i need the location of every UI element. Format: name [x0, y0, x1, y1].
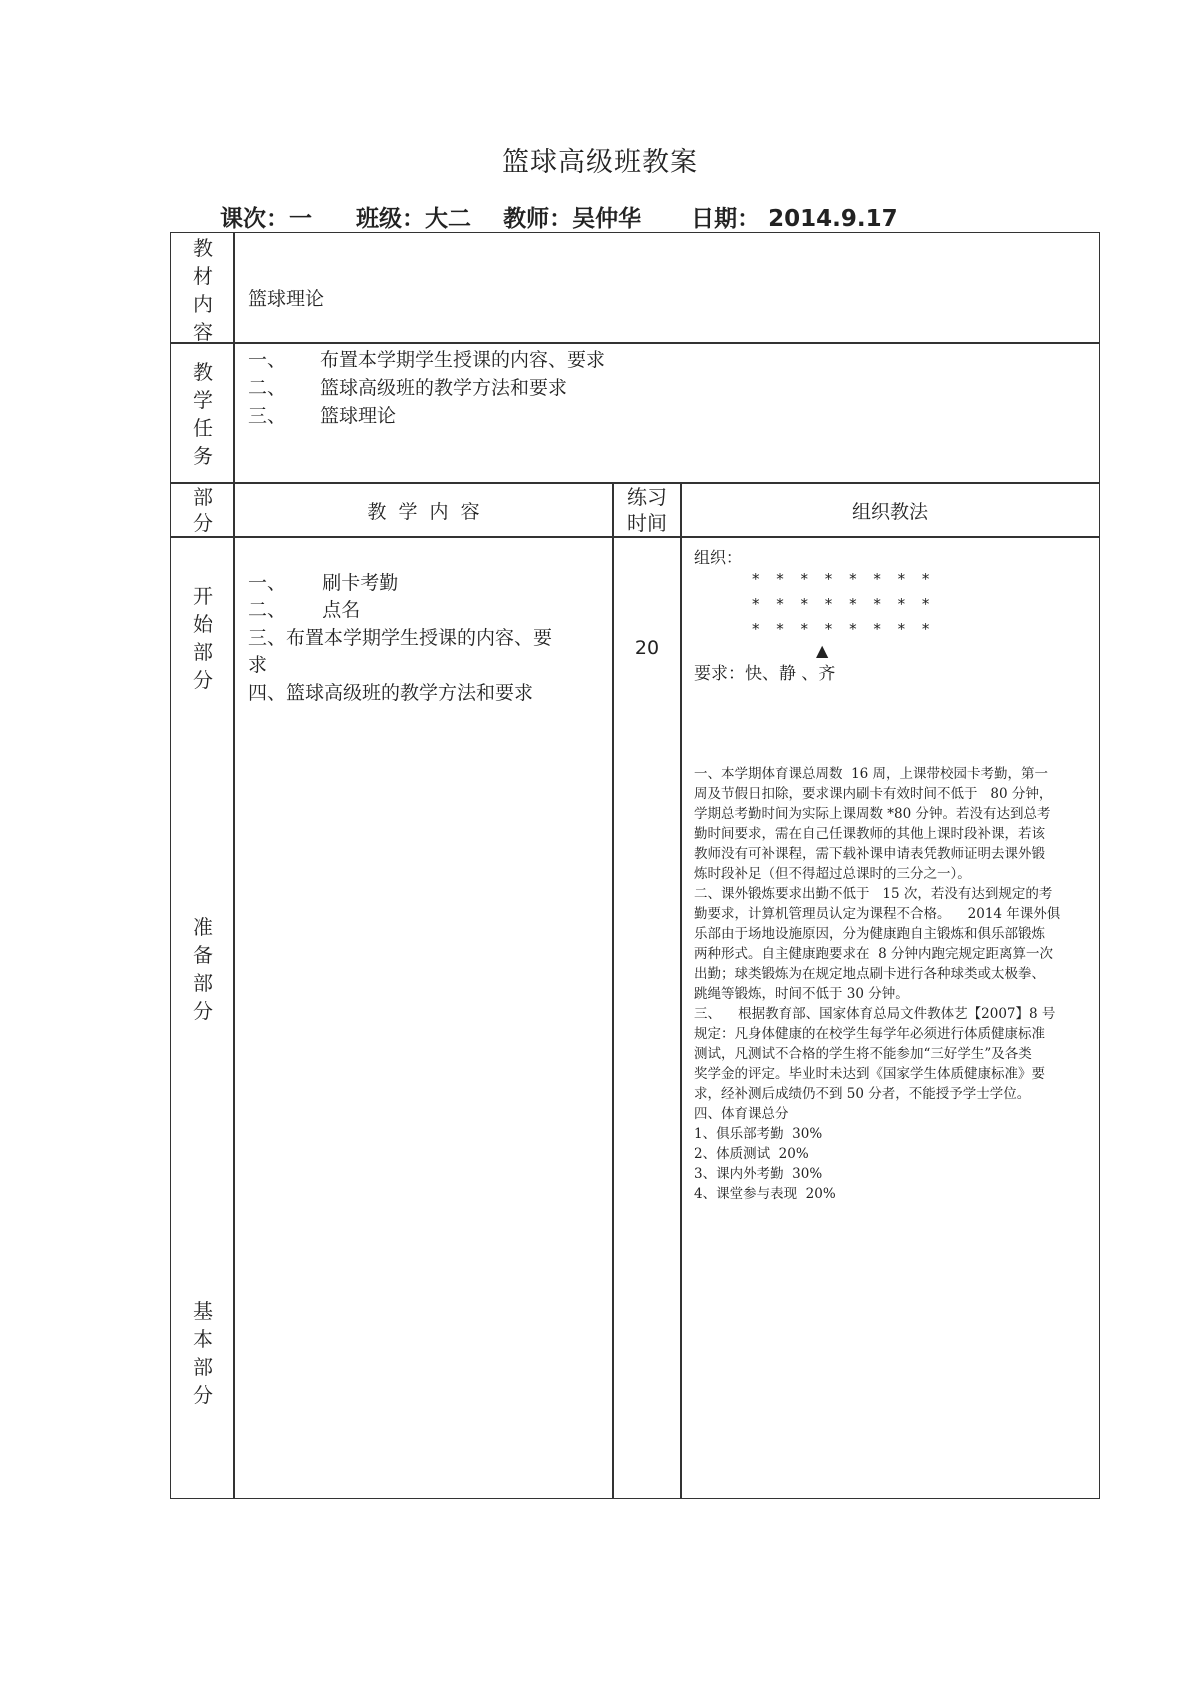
- rules-line: 两种形式。自主健康跑要求在 8 分钟内跑完规定距离算一次: [694, 946, 1053, 962]
- material-label: 教 材 内 容: [193, 236, 213, 344]
- material-content-cell: [233, 232, 1100, 344]
- task-label: 教 学 任 务: [193, 360, 213, 468]
- header-content: 教 学 内 容: [367, 501, 480, 523]
- section-start-label: 开 始 部 分: [193, 584, 213, 692]
- list-item: 布置本学期学生授课的内容、要求: [320, 349, 606, 371]
- rules-line: 测试，凡测试不合格的学生将不能参加“三好学生”及各类: [694, 1046, 1032, 1062]
- body-time-cell: [612, 536, 682, 1499]
- list-item: 三、布置本学期学生授课的内容、要: [248, 627, 553, 649]
- teacher-name: 教师：吴仲华: [503, 206, 642, 232]
- material-content: 篮球理论: [248, 288, 325, 310]
- rules-line: 跳绳等锻炼，时间不低于 30 分钟。: [694, 986, 909, 1002]
- formation-row: * * * * * * * *: [752, 570, 936, 588]
- rules-line: 周及节假日扣除，要求课内刷卡有效时间不低于 80 分钟，: [694, 786, 1053, 802]
- rules-line: 3、课内外考勤 30%: [694, 1166, 823, 1182]
- rules-line: 4、课堂参与表现 20%: [694, 1186, 836, 1202]
- rules-line: 教师没有可补课程，需下载补课申请表凭教师证明去课外锻: [694, 846, 1045, 862]
- rules-line: 三、 根据教育部、国家体育总局文件教体艺【2007】8 号: [694, 1006, 1056, 1022]
- list-item: 三、: [248, 405, 287, 427]
- rules-line: 规定：凡身体健康的在校学生每学年必须进行体质健康标准: [694, 1026, 1045, 1042]
- practice-time-value: 20: [634, 637, 660, 659]
- rules-line: 出勤；球类锻炼为在规定地点刷卡进行各种球类或太极拳、: [694, 966, 1045, 982]
- rules-line: 勤时间要求，需在自己任课教师的其他上课时段补课，若该: [694, 826, 1045, 842]
- page-title: 篮球高级班教案: [502, 147, 698, 178]
- rules-line: 炼时段补足（但不得超过总课时的三分之一）。: [694, 866, 971, 882]
- lesson-date: 日期： 2014.9.17: [691, 206, 898, 232]
- rules-line: 奖学金的评定。毕业时未达到《国家学生体质健康标准》要: [694, 1066, 1045, 1082]
- list-item: 篮球理论: [320, 405, 397, 427]
- rules-line: 求，经补测后成绩仍不到 50 分者，不能授予学士学位。: [694, 1086, 1031, 1102]
- lesson-number: 课次：一: [220, 206, 312, 232]
- list-item: 四、篮球高级班的教学方法和要求: [248, 682, 534, 704]
- list-item: 二、: [248, 377, 287, 399]
- rules-line: 乐部由于场地设施原因，分为健康跑自主锻炼和俱乐部锻炼: [694, 926, 1045, 942]
- header-part: 部 分: [193, 485, 213, 535]
- header-time: 练习 时间: [627, 485, 667, 535]
- class-name: 班级：大二: [356, 206, 472, 232]
- formation-row: * * * * * * * *: [752, 620, 936, 638]
- header-method: 组织教法: [851, 501, 928, 523]
- rules-line: 勤要求，计算机管理员认定为课程不合格。 2014 年课外俱: [694, 906, 1061, 922]
- list-item: 篮球高级班的教学方法和要求: [320, 377, 568, 399]
- section-basic-label: 基 本 部 分: [193, 1299, 213, 1407]
- list-item: 求: [248, 654, 268, 676]
- rules-line: 1、俱乐部考勤 30%: [694, 1126, 823, 1142]
- rules-line: 学期总考勤时间为实际上课周数 *80 分钟。若没有达到总考: [694, 806, 1051, 822]
- list-item: 一、: [248, 349, 287, 371]
- rules-line: 一、本学期体育课总周数 16 周，上课带校园卡考勤，第一: [694, 766, 1049, 782]
- rules-line: 2、体质测试 20%: [694, 1146, 809, 1162]
- rules-line: 二、课外锻炼要求出勤不低于 15 次，若没有达到规定的考: [694, 886, 1053, 902]
- formation-row: * * * * * * * *: [752, 595, 936, 613]
- rules-line: 四、体育课总分: [694, 1106, 789, 1122]
- requirement-text: 要求：快、静 、齐: [694, 664, 836, 684]
- rules-text: [694, 764, 1094, 1204]
- teacher-position-icon: ▲: [816, 641, 829, 660]
- list-item: 二、 点名: [248, 599, 361, 621]
- list-item: 一、 刷卡考勤: [248, 572, 399, 594]
- lesson-meta: [220, 200, 898, 233]
- organization-label: 组织：: [694, 548, 743, 567]
- section-prep-label: 准 备 部 分: [193, 915, 213, 1023]
